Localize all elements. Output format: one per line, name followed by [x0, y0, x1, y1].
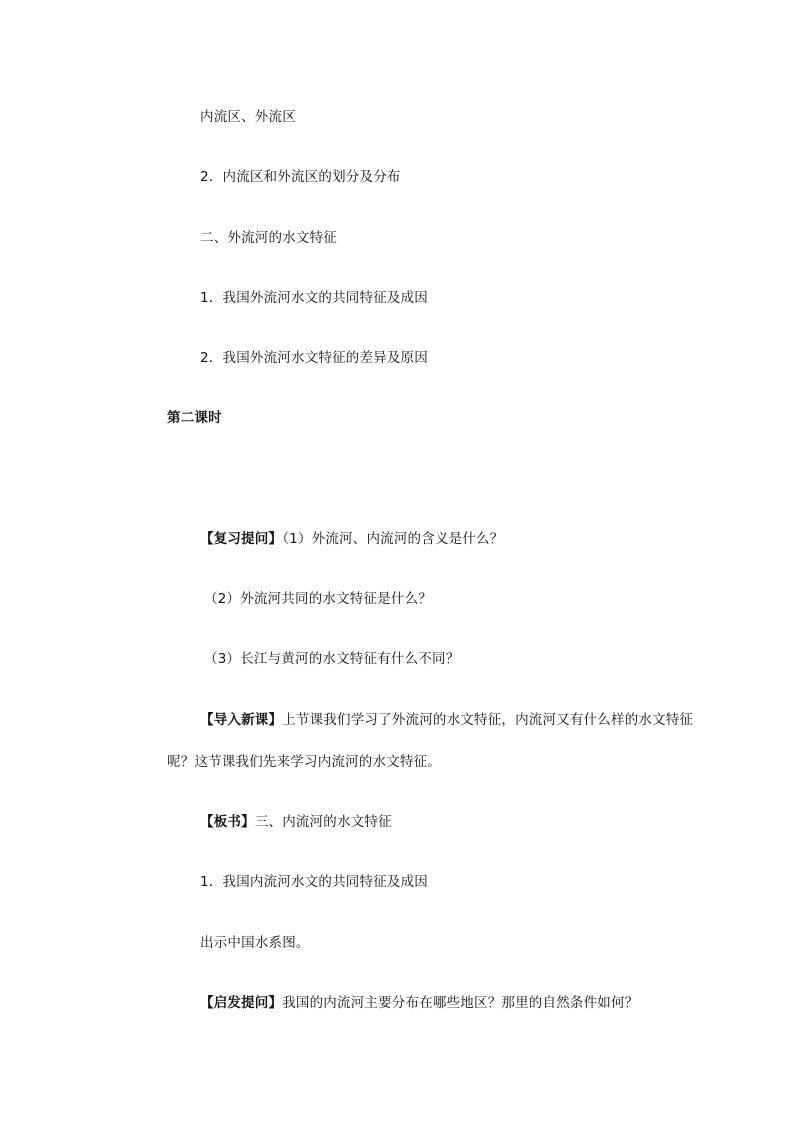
review-question-3: （3）长江与黄河的水文特征有什么不同？ [204, 651, 460, 667]
inspire-question [200, 994, 638, 1012]
text-line-inflow-common-features: 1．我国内流河水文的共同特征及成因 [200, 874, 428, 890]
text-line-division-distribution: 2．内流区和外流区的划分及分布 [200, 169, 401, 185]
lesson-heading-second: 第二课时 [167, 410, 222, 426]
board-note-text: 三、内流河的水文特征 [254, 814, 392, 830]
intro-paragraph-line-1 [200, 711, 693, 729]
inspire-question-text: 我国的内流河主要分布在哪些地区？那里的自然条件如何？ [282, 995, 639, 1011]
board-tag: 【板书】 [200, 814, 255, 830]
intro-tag: 【导入新课】 [200, 712, 283, 728]
text-line-show-map: 出示中国水系图。 [200, 935, 310, 951]
intro-paragraph-line-2: 呢？这节课我们先来学习内流河的水文特征。 [167, 754, 441, 770]
review-question-1-text: （1）外流河、内流河的含义是什么？ [282, 531, 504, 547]
review-question-1 [200, 530, 503, 548]
text-line-outflow-common-features: 1．我国外流河水文的共同特征及成因 [200, 290, 428, 306]
review-tag: 【复习提问】 [200, 531, 283, 547]
intro-paragraph-line-1-text: 上节课我们学习了外流河的水文特征，内流河又有什么样的水文特征 [282, 712, 694, 728]
section-heading-outflow-river: 二、外流河的水文特征 [200, 230, 337, 246]
board-note [200, 813, 392, 831]
review-question-2: （2）外流河共同的水文特征是什么？ [204, 591, 432, 607]
inspire-tag: 【启发提问】 [200, 995, 283, 1011]
text-line-outflow-differences: 2．我国外流河水文特征的差异及原因 [200, 350, 428, 366]
text-line-inner-outer-regions: 内流区、外流区 [200, 109, 296, 125]
